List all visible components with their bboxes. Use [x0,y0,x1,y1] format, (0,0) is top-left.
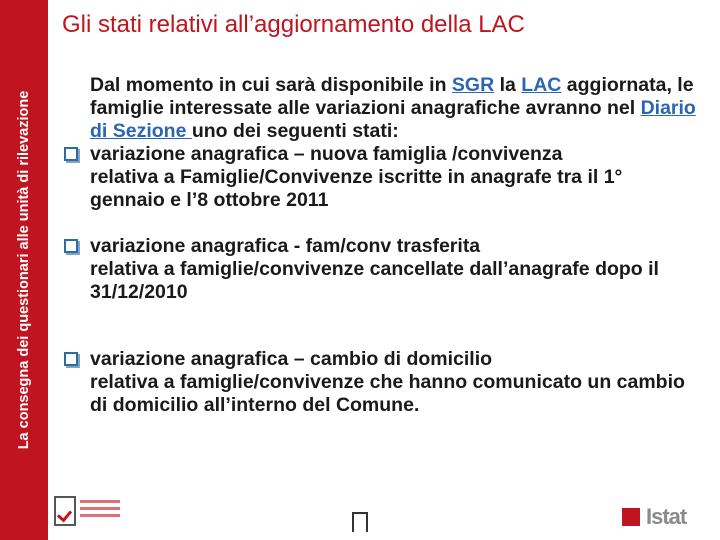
sidebar-title: La consegna dei questionari alle unità di rilevazione [16,90,32,450]
intro-text-3: aggiornata, le famiglie interessate alle variazioni anagrafiche avranno nel [90,74,694,119]
intro-text-4: uno dei seguenti stati: [191,120,399,142]
sidebar-band [0,0,48,540]
istat-logo-text: Istat [646,504,687,529]
item-heading: variazione anagrafica – nuova famiglia /convivenza [90,143,563,165]
census-logo-icon [54,496,124,530]
item-heading: variazione anagrafica – cambio di domicilio [90,348,493,370]
item-description: relativa a famiglie/convivenze cancellate dall’anagrafe dopo il 31/12/2010 [90,258,659,303]
checkbox-bullet-icon [64,239,78,253]
slide-title: Gli stati relativi all’aggiornamento della LAC [62,11,525,38]
intro-text-1: Dal momento in cui sarà disponibile in [90,74,452,96]
list-item [90,235,702,304]
diario-di-sezione-link[interactable]: Diario di Sezione [90,97,696,142]
slide-body [90,74,702,417]
slide-icon [352,512,368,532]
istat-square-icon [622,508,640,526]
footer [0,490,720,540]
sgr-link[interactable]: SGR [451,74,495,96]
item-description: relativa a Famiglie/Convivenze iscritte in anagrafe tra il 1° gennaio e l’8 ottobre 2011 [90,166,623,211]
list-item [90,143,702,212]
list-item [90,348,702,417]
item-description: relativa a famiglie/convivenze che hanno comunicato un cambio di domicilio all’interno del Comune. [90,371,685,416]
checkbox-bullet-icon [64,147,78,161]
item-heading: variazione anagrafica - fam/conv trasferita [90,235,481,257]
lac-link[interactable]: LAC [521,74,562,96]
intro-text-2: la [494,74,522,96]
intro-paragraph [90,74,702,143]
checkbox-bullet-icon [64,352,78,366]
